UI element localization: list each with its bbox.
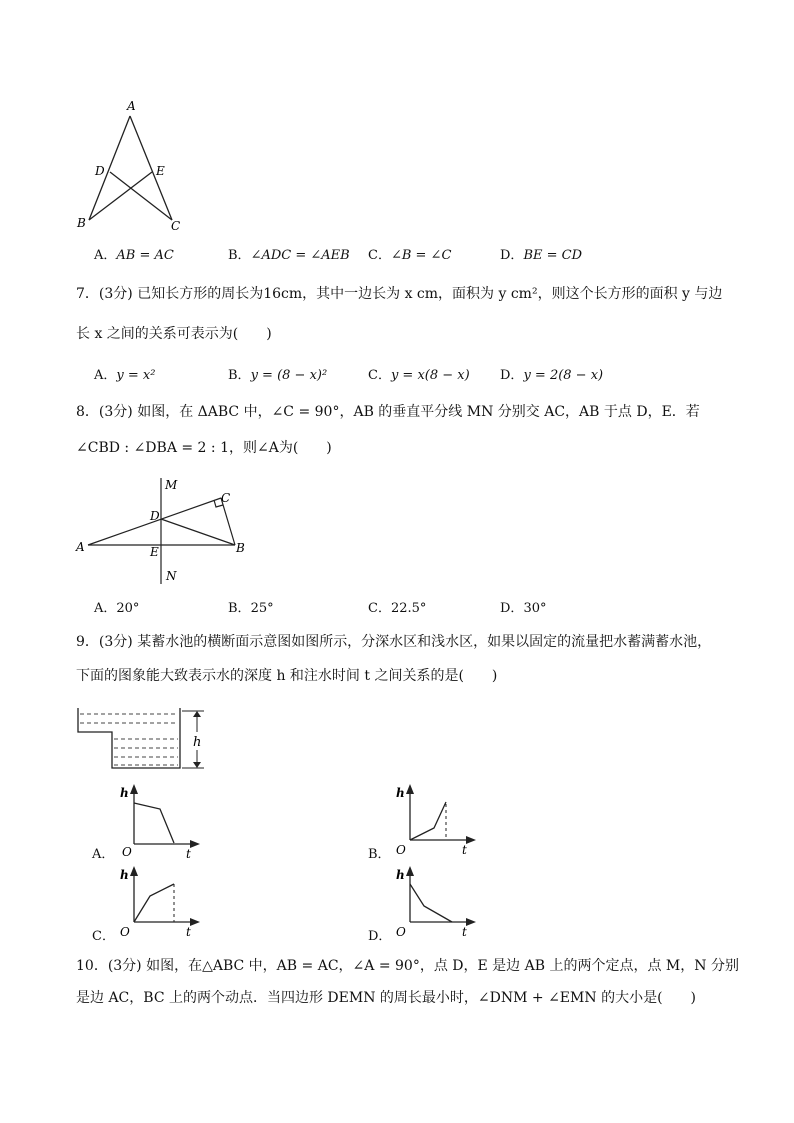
q9-stem-line1: 9．(3分) 某蓄水池的横断面示意图如图所示，分深水区和浅水区，如果以固定的流量把水蓄满蓄水池， <box>76 634 712 650</box>
line-CB <box>221 498 235 545</box>
q8-option-b[interactable]: B．25° <box>228 601 274 616</box>
arrow-up-icon <box>406 866 414 876</box>
q9-graph-a[interactable] <box>112 782 202 860</box>
label-B: B <box>236 541 245 555</box>
line-DB <box>161 519 235 545</box>
label-D: D <box>150 509 160 523</box>
q9-option-d-label[interactable]: D． <box>368 929 392 944</box>
label-M: M <box>165 478 178 492</box>
q7-option-a[interactable]: A．y = x² <box>94 368 156 383</box>
q8-stem-line2: ∠CBD : ∠DBA = 2 : 1，则∠A为( ) <box>76 440 332 456</box>
q9-graph-b[interactable] <box>388 782 478 860</box>
q9-reservoir-figure <box>74 702 214 776</box>
q9-graph-d[interactable] <box>388 864 478 942</box>
label-C: C <box>171 219 181 233</box>
graph-curve <box>134 884 174 922</box>
water-level-lines <box>80 714 178 765</box>
axis-label-t: t <box>462 843 467 857</box>
q8-option-a[interactable]: A．20° <box>94 601 140 616</box>
graph-curve <box>410 802 446 840</box>
label-A: A <box>127 99 136 113</box>
axis-label-h: h <box>396 868 405 882</box>
q6-option-d[interactable]: D．BE = CD <box>500 248 583 263</box>
q9-option-c-label[interactable]: C． <box>92 929 115 944</box>
axis-label-t: t <box>462 925 467 939</box>
q7-option-d[interactable]: D．y = 2(8 − x) <box>500 368 604 383</box>
label-E: E <box>150 545 159 559</box>
q6-option-c[interactable]: C．∠B = ∠C <box>368 248 452 263</box>
label-E: E <box>156 164 165 178</box>
q8-triangle-figure <box>70 474 260 590</box>
q9-stem-line2: 下面的图象能大致表示水的深度 h 和注水时间 t 之间关系的是( ) <box>76 668 498 684</box>
origin-label: O <box>122 845 132 859</box>
graph-curve <box>410 884 452 922</box>
q6-triangle-figure <box>70 96 190 238</box>
q7-stem-line2: 长 x 之间的关系可表示为( ) <box>76 326 272 342</box>
arrow-up-icon <box>193 711 201 717</box>
axis-label-t: t <box>186 925 191 939</box>
label-A: A <box>76 540 85 554</box>
q9-option-b-label[interactable]: B． <box>368 847 391 862</box>
arrow-up-icon <box>130 866 138 876</box>
axis-label-h: h <box>396 786 405 800</box>
origin-label: O <box>396 843 406 857</box>
q9-option-a-label[interactable]: A． <box>92 847 115 862</box>
axis-label-t: t <box>186 847 191 860</box>
arrow-right-icon <box>190 918 200 926</box>
reservoir-outline <box>78 708 180 768</box>
q8-option-c[interactable]: C．22.5° <box>368 601 427 616</box>
q10-stem-line2: 是边 AC，BC 上的两个动点．当四边形 DEMN 的周长最小时，∠DNM + ∠EMN 的大小是( ) <box>76 990 696 1006</box>
axis-label-h: h <box>120 786 129 800</box>
graph-curve <box>134 803 174 843</box>
origin-label: O <box>396 925 406 939</box>
label-C: C <box>221 491 231 505</box>
q9-graph-c[interactable] <box>112 864 202 942</box>
q7-option-c[interactable]: C．y = x(8 − x) <box>368 368 470 383</box>
axis-label-h: h <box>120 868 129 882</box>
arrow-right-icon <box>466 836 476 844</box>
q8-stem-line1: 8．(3分) 如图，在 ΔABC 中，∠C = 90°，AB 的垂直平分线 MN 分别交 AC，AB 于点 D，E．若 <box>76 404 700 420</box>
q10-stem-line1: 10．(3分) 如图，在△ABC 中，AB = AC，∠A = 90°，点 D，E 是边 AB 上的两个定点，点 M，N 分别 <box>76 958 739 974</box>
q7-stem-line1: 7．(3分) 已知长方形的周长为16cm，其中一边长为 x cm，面积为 y cm²，则这个长方形的面积 y 与边 <box>76 286 723 302</box>
q7-option-b[interactable]: B．y = (8 − x)² <box>228 368 328 383</box>
arrow-up-icon <box>406 784 414 794</box>
label-h: h <box>193 735 202 750</box>
label-B: B <box>77 216 86 230</box>
q8-option-d[interactable]: D．30° <box>500 601 547 616</box>
label-N: N <box>166 569 177 583</box>
arrow-up-icon <box>130 784 138 794</box>
q6-option-b[interactable]: B．∠ADC = ∠AEB <box>228 248 350 263</box>
arrow-down-icon <box>193 762 201 768</box>
label-D: D <box>95 164 105 178</box>
q6-option-a[interactable]: A．AB = AC <box>94 248 174 263</box>
arrow-right-icon <box>466 918 476 926</box>
arrow-right-icon <box>190 840 200 848</box>
origin-label: O <box>120 925 130 939</box>
